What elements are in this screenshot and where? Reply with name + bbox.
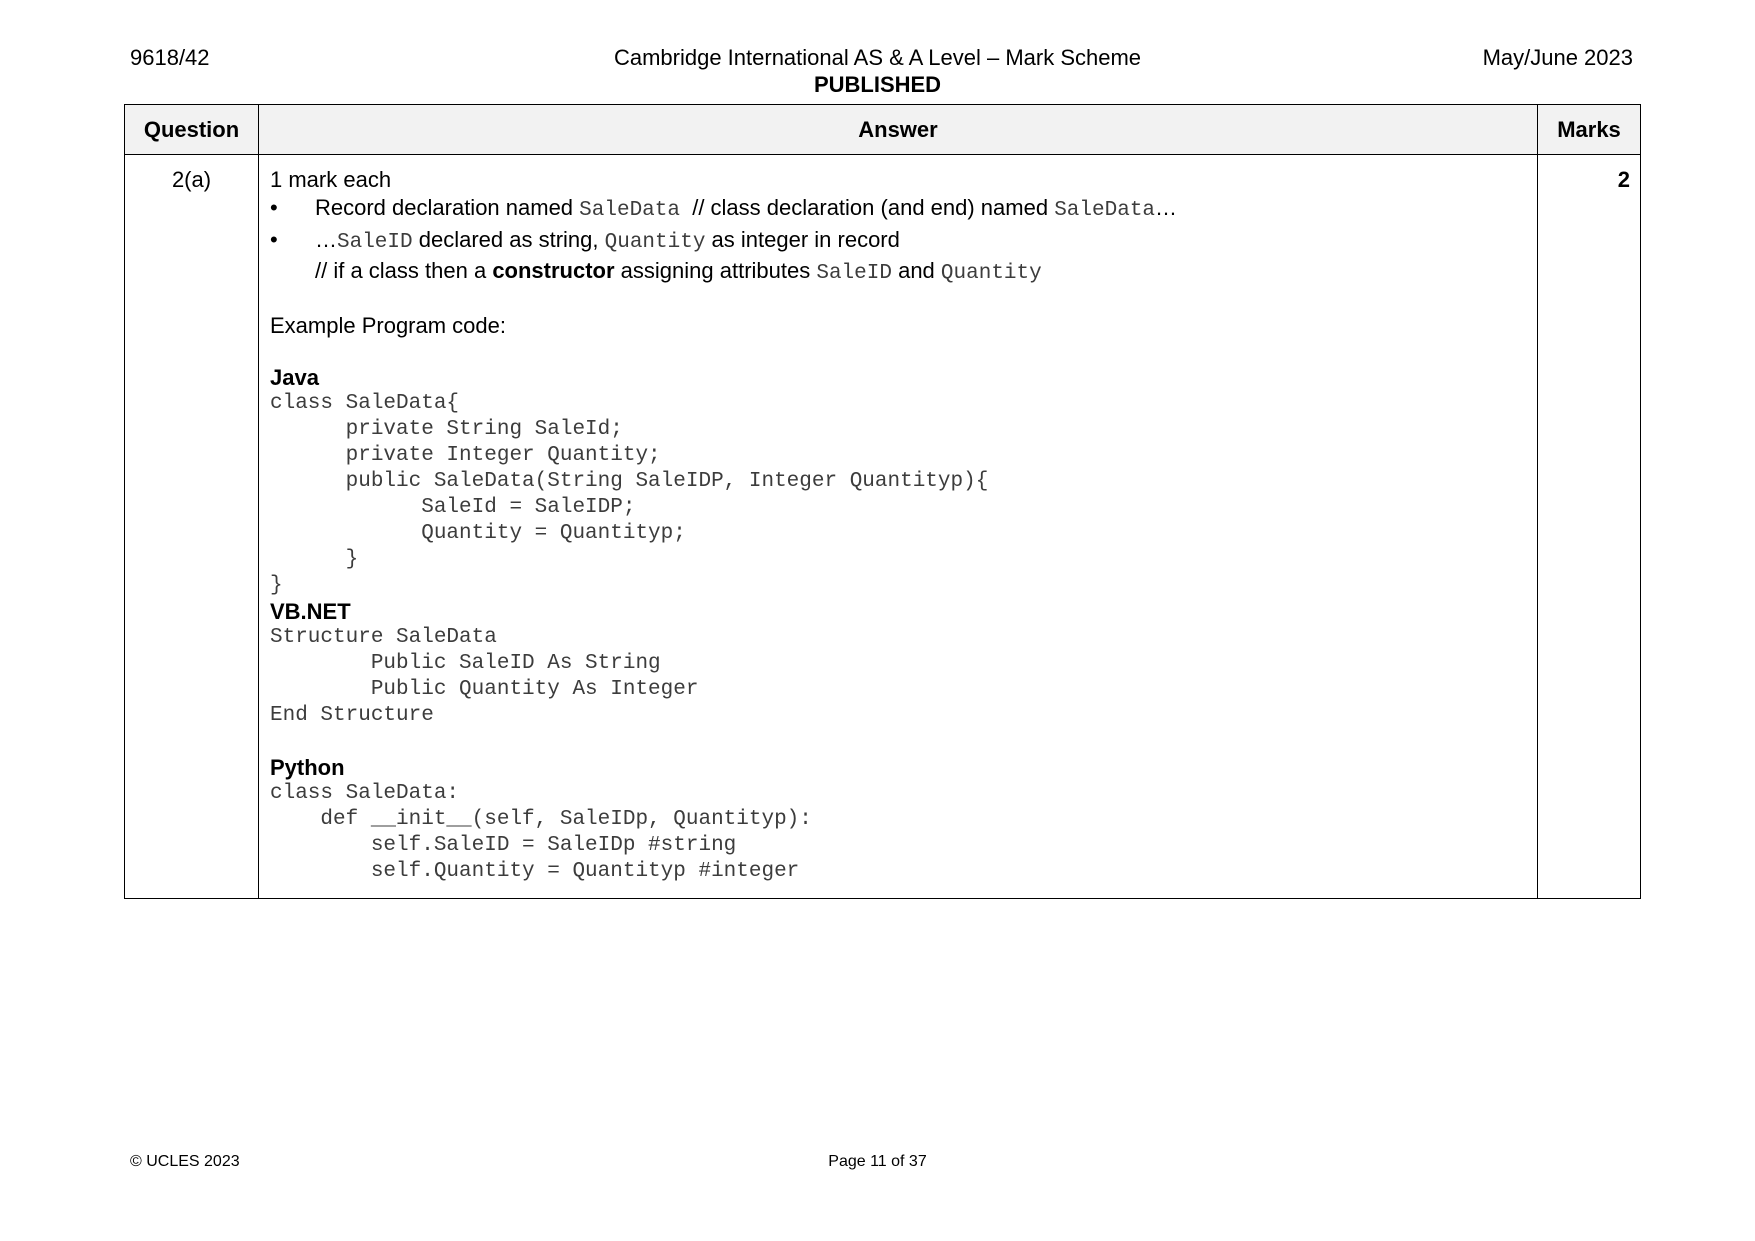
vbnet-code-block: Structure SaleData Public SaleID As String Public Quantity As Integer End Structure <box>270 626 699 727</box>
java-code-block: class SaleData{ private String SaleId; private Integer Quantity; public SaleData(String SaleIDP, Integer Quantityp){ SaleId = SaleIDP; Quantity = Quantityp; } } <box>270 392 989 597</box>
question-column-header: Question <box>125 105 259 155</box>
bullet-continuation <box>270 257 1526 287</box>
marks-column-header: Marks <box>1538 105 1641 155</box>
bullet-dot: • <box>270 195 278 220</box>
table-row <box>125 155 1641 899</box>
java-heading: Java <box>270 365 319 390</box>
answer-cell <box>259 155 1538 899</box>
copyright-notice: © UCLES 2023 <box>130 1153 240 1170</box>
question-number: 2(a) <box>125 155 259 899</box>
bullet-item-2 <box>270 225 1526 257</box>
bullet-text: declared as string, <box>412 227 605 252</box>
page-number: Page 11 of 37 <box>828 1153 927 1170</box>
example-label: Example Program code: <box>270 313 506 338</box>
answer-column-header: Answer <box>259 105 1538 155</box>
code-term: SaleData <box>1054 199 1156 222</box>
bullet-text: as integer in record <box>705 227 900 252</box>
bold-term: constructor <box>492 258 615 283</box>
code-term: Quantity <box>940 262 1042 285</box>
bullet-text: … <box>1155 195 1178 220</box>
bullet-text: … <box>315 227 337 252</box>
exam-session: May/June 2023 <box>1482 45 1633 70</box>
bullet-text: Record declaration named <box>315 195 580 220</box>
bullet-text: assigning attributes <box>614 258 817 283</box>
code-term: SaleID <box>816 262 892 285</box>
bullet-item-1 <box>270 193 1526 225</box>
mark-rule: 1 mark each <box>270 167 392 192</box>
python-heading: Python <box>270 755 345 780</box>
bullet-text: // if a class then a <box>315 258 493 283</box>
bullet-dot: • <box>270 227 278 252</box>
document-title: Cambridge International AS & A Level – Mark Scheme <box>613 45 1142 70</box>
python-code-block: class SaleData: def __init__(self, SaleIDp, Quantityp): self.SaleID = SaleIDp #string self.Quantity = Quantityp #integer <box>270 782 812 883</box>
code-term: SaleData <box>579 199 680 222</box>
table-header-row <box>125 105 1641 155</box>
code-term: SaleID <box>337 231 413 254</box>
mark-scheme-table <box>124 104 1641 899</box>
bullet-text: // class declaration (and end) named <box>679 195 1055 220</box>
bullet-text: and <box>891 258 941 283</box>
code-term: Quantity <box>604 231 706 254</box>
paper-code: 9618/42 <box>130 45 210 70</box>
published-label: PUBLISHED <box>813 72 942 97</box>
vbnet-heading: VB.NET <box>270 599 351 624</box>
marks-value: 2 <box>1538 155 1641 899</box>
